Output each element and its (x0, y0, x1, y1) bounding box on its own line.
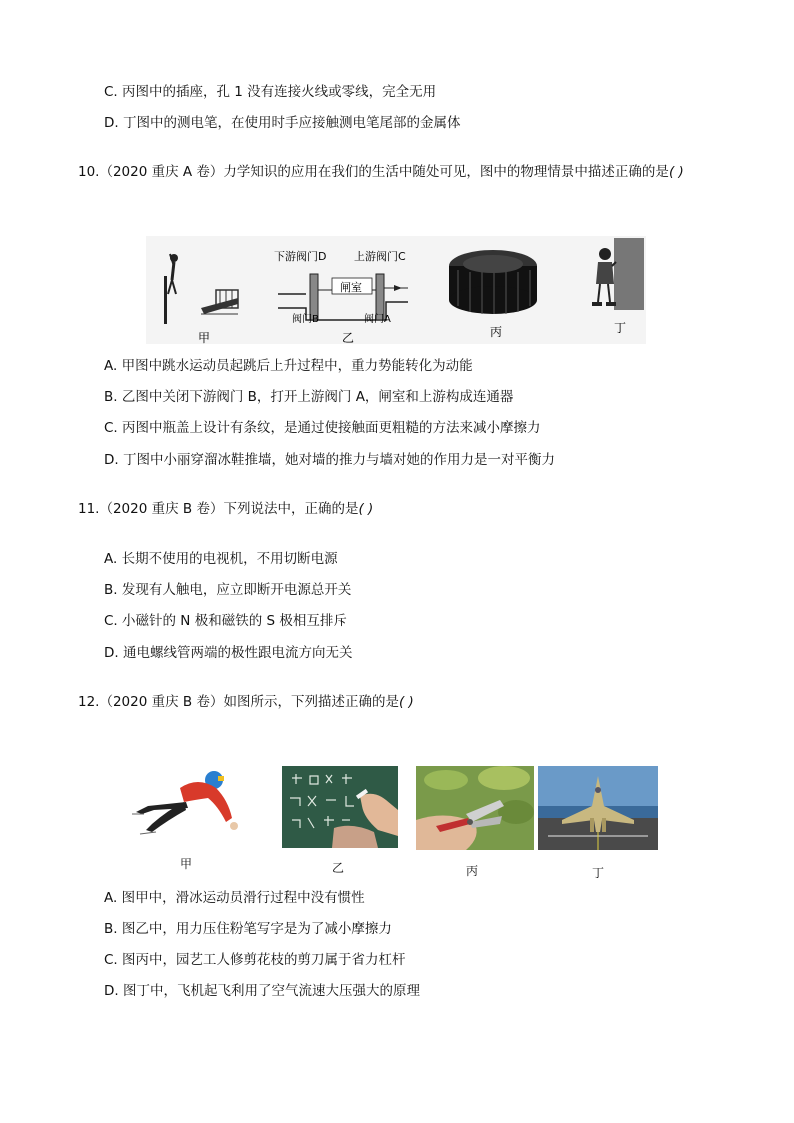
q10-caption-d: 丁 (614, 321, 627, 335)
q12-stem (78, 693, 414, 711)
q12-caption-c: 丙 (466, 864, 479, 878)
q10-option-d: D. 丁图中小丽穿溜冰鞋推墙，她对墙的推力与墙对她的作用力是一对平衡力 (104, 452, 555, 468)
q10-label-valve-b: 阀门B (292, 314, 319, 325)
q10-fig-c-bottlecap (449, 250, 537, 314)
q12-fig-a-skater (128, 766, 252, 846)
q10-label-lock: 闸室 (340, 281, 362, 294)
q10-label-valve-a: 阀门A (364, 314, 391, 325)
q9-option-c: C. 丙图中的插座，孔 1 没有连接火线或零线，完全无用 (104, 84, 437, 100)
q10-option-a: A. 甲图中跳水运动员起跳后上升过程中，重力势能转化为动能 (104, 358, 473, 374)
q10-option-c: C. 丙图中瓶盖上设计有条纹，是通过使接触面更粗糙的方法来减小摩擦力 (104, 420, 541, 436)
q12-caption-d: 丁 (592, 866, 605, 880)
q12-stem-text: 12.（2020 重庆 B 卷）如图所示，下列描述正确的是 (78, 694, 399, 710)
q10-stem (78, 163, 684, 181)
q11-option-b: B. 发现有人触电，应立即断开电源总开关 (104, 582, 352, 598)
q12-answer-paren: ( ) (398, 694, 414, 710)
q12-caption-a: 甲 (180, 857, 193, 871)
q10-label-valve-d: 下游阀门D (274, 250, 327, 263)
q12-option-b: B. 图乙中，用力压住粉笔写字是为了减小摩擦力 (104, 921, 392, 937)
q12-fig-d-jet (538, 766, 658, 850)
q12-fig-b-chalkboard (282, 766, 398, 848)
q10-caption-c: 丙 (490, 325, 503, 339)
q12-caption-b: 乙 (332, 861, 345, 875)
q10-label-valve-c: 上游阀门C (354, 250, 406, 263)
q10-figure (146, 236, 646, 344)
q10-caption-b: 乙 (342, 331, 355, 344)
q11-answer-paren: ( ) (358, 501, 374, 517)
q11-stem (78, 500, 373, 518)
q10-answer-paren: ( ) (668, 164, 684, 180)
q12-option-c: C. 图丙中，园艺工人修剪花枝的剪刀属于省力杠杆 (104, 952, 406, 968)
q11-option-d: D. 通电螺线管两端的极性跟电流方向无关 (104, 645, 353, 661)
q11-stem-text: 11.（2020 重庆 B 卷）下列说法中，正确的是 (78, 501, 359, 517)
q10-caption-a: 甲 (198, 331, 211, 344)
q12-option-d: D. 图丁中，飞机起飞利用了空气流速大压强大的原理 (104, 983, 420, 999)
q11-option-a: A. 长期不使用的电视机，不用切断电源 (104, 551, 338, 567)
q11-option-c: C. 小磁针的 N 极和磁铁的 S 极相互排斥 (104, 613, 347, 629)
q9-option-d: D. 丁图中的测电笔，在使用时手应接触测电笔尾部的金属体 (104, 115, 461, 131)
q10-option-b: B. 乙图中关闭下游阀门 B，打开上游阀门 A，闸室和上游构成连通器 (104, 389, 514, 405)
q12-option-a: A. 图甲中，滑冰运动员滑行过程中没有惯性 (104, 890, 365, 906)
q12-fig-c-shears (416, 766, 534, 850)
q10-stem-text: 10.（2020 重庆 A 卷）力学知识的应用在我们的生活中随处可见，图中的物理情景中描述正确的是 (78, 164, 669, 180)
